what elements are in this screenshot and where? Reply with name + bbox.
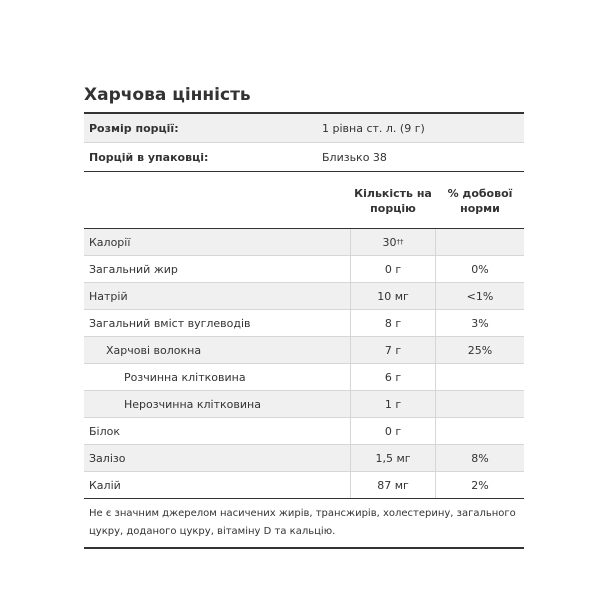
servings-per-container-value: Близько 38 (322, 150, 387, 164)
nutrient-amount: 8 г (350, 310, 436, 336)
serving-size-value: 1 рівна ст. л. (9 г) (322, 121, 425, 135)
nutrient-name: Калорії (89, 235, 131, 249)
nutrient-daily-value: <1% (466, 289, 494, 303)
nutrient-name: Загальний вміст вуглеводів (89, 316, 251, 330)
servings-per-container-label: Порцій в упаковці: (89, 150, 209, 164)
nutrient-name: Залізо (89, 451, 126, 465)
nutrient-name: Калій (89, 478, 121, 492)
nutrient-daily-value: 0% (471, 262, 489, 276)
servings-per-container-row (84, 143, 524, 171)
nutrient-daily-value: 2% (471, 478, 489, 492)
table-row (84, 364, 524, 391)
nutrient-daily-value: 25% (467, 343, 493, 357)
table-row (84, 310, 524, 337)
nutrient-name: Харчові волокна (106, 343, 202, 357)
nutrient-name: Розчинна клітковина (124, 370, 246, 384)
serving-info (84, 112, 524, 172)
nutrient-daily-value: 8% (471, 451, 489, 465)
nutrient-amount: 0 г (350, 418, 436, 444)
serving-size-label: Розмір порції: (89, 121, 179, 135)
nutrient-amount: 30 †† (350, 229, 436, 255)
table-header (84, 186, 524, 229)
table-row (84, 337, 524, 364)
table-row (84, 445, 524, 472)
table-row (84, 472, 524, 498)
table-row (84, 256, 524, 283)
nutrition-facts-panel (84, 82, 524, 549)
table-row (84, 283, 524, 310)
dv-header-line1: % добової (447, 187, 513, 200)
nutrient-name: Нерозчинна клітковина (124, 397, 261, 411)
nutrient-amount: 7 г (350, 337, 436, 363)
table-row (84, 391, 524, 418)
table-row (84, 418, 524, 445)
footnote: Не є значним джерелом насичених жирів, трансжирів, холестерину, загального цукру, доданого цукру, вітаміну D та кальцію. (84, 499, 524, 549)
nutrient-daily-value: 3% (471, 316, 489, 330)
daily-value-column-header (436, 186, 524, 216)
nutrient-amount: 10 мг (350, 283, 436, 309)
page-title: Харчова цінність (84, 85, 251, 105)
dv-header-line2: норми (460, 202, 500, 215)
amount-header-line1: Кількість на (354, 187, 432, 200)
table-row (84, 229, 524, 256)
nutrient-name: Натрій (89, 289, 128, 303)
nutrient-table (84, 229, 524, 499)
nutrient-amount: 87 мг (350, 472, 436, 498)
nutrient-name: Загальний жир (89, 262, 178, 276)
serving-size-row (84, 114, 524, 143)
nutrient-amount: 6 г (350, 364, 436, 390)
nutrient-name: Білок (89, 424, 121, 438)
nutrient-amount-value: 30 (382, 235, 397, 249)
nutrient-amount: 1,5 мг (350, 445, 436, 471)
nutrient-amount: 1 г (350, 391, 436, 417)
amount-header-line2: порцію (370, 202, 416, 215)
amount-column-header (350, 186, 436, 216)
nutrient-amount: 0 г (350, 256, 436, 282)
